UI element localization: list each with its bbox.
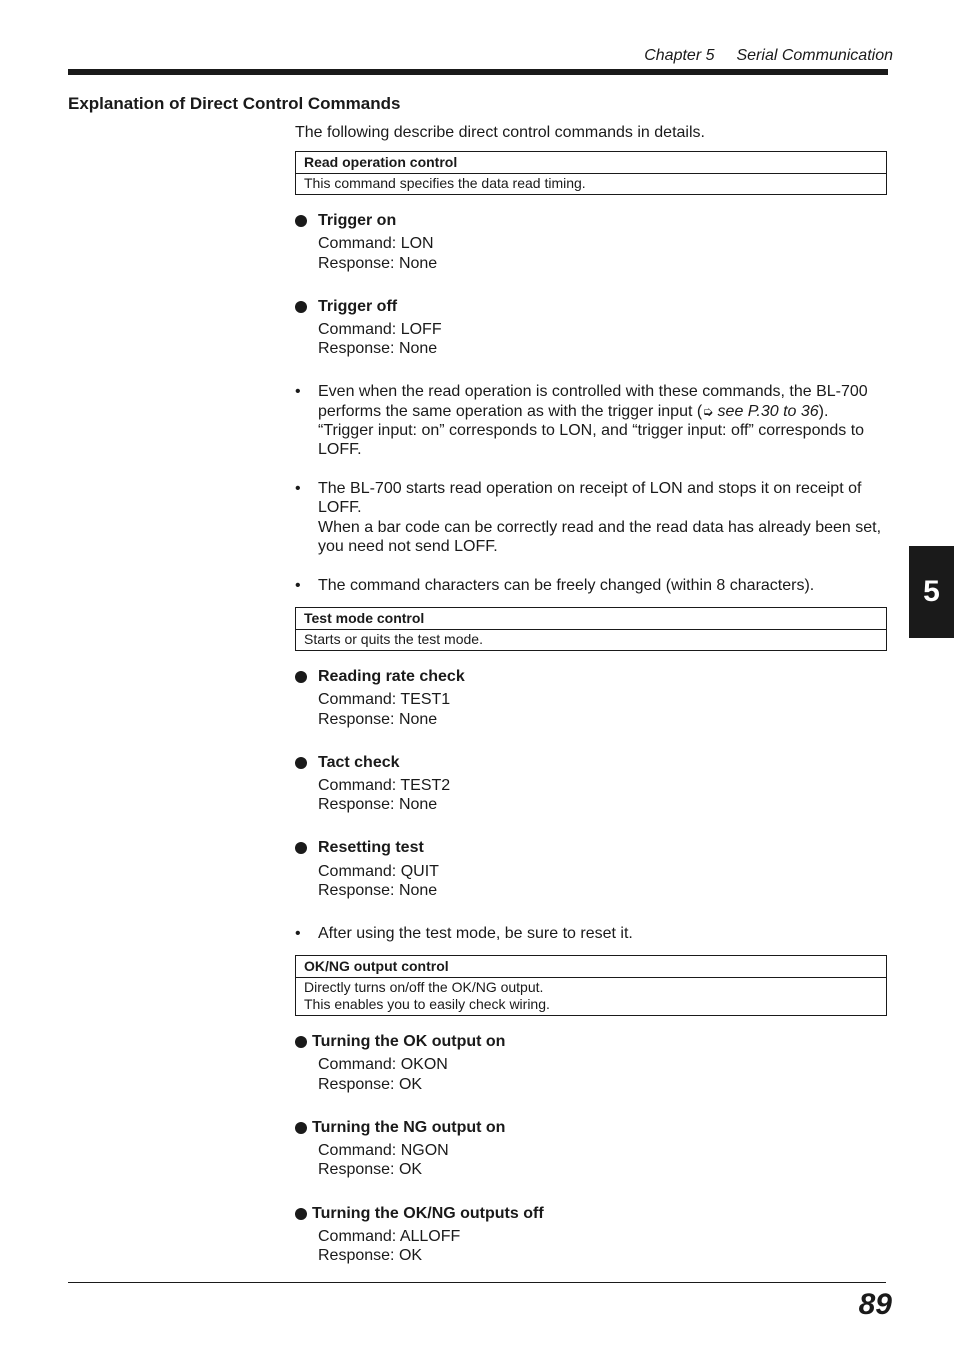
bullet-dot-icon [295,1208,307,1220]
item-response: Response: None [318,254,438,272]
item-title: Trigger off [318,297,398,315]
item-title: Trigger on [318,212,397,230]
item-command: Command: TEST1 [318,691,451,709]
section-title: Explanation of Direct Control Commands [68,94,401,113]
box-line: This enables you to easily check wiring. [304,996,550,1013]
bullet-dot-icon [295,1122,307,1134]
item-response: Response: None [318,796,438,814]
item-command: Command: OKON [318,1056,448,1074]
page-reference: see P.30 to 36 [713,402,819,420]
item-title: Reading rate check [318,668,465,686]
command-item-reading-rate [295,667,887,729]
command-item-trigger-on [295,211,887,273]
bullet-dot-icon [295,671,307,683]
command-item-all-off [295,1204,887,1266]
bullet-icon: • [295,383,301,401]
item-command: Command: QUIT [318,862,439,880]
note-text: ). [818,402,829,420]
bullet-dot-icon [295,757,307,769]
item-title: Turning the OK output on [312,1033,506,1051]
note-text: “Trigger input: on” corresponds to LON, and “trigger input: off” corresponds to LOFF. [318,421,865,459]
note-text: Even when the read operation is controlled with these commands, the BL-700 performs the same operation as with the trigger input ( [318,383,868,420]
bullet-dot-icon [295,215,307,227]
main-content [295,123,887,1289]
item-response: Response: None [318,710,438,728]
item-title: Turning the OK/NG outputs off [312,1204,544,1222]
box-line: Directly turns on/off the OK/NG output. [304,979,544,996]
item-command: Command: TEST2 [318,777,451,795]
note-text: When a bar code can be correctly read and the read data has already been set, you need not send LOFF. [318,518,882,555]
box-line: Starts or quits the test mode. [304,631,483,648]
test-mode-box [295,607,887,651]
item-command: Command: NGON [318,1142,449,1160]
header-title: Serial Communication [736,47,893,64]
chapter-tab: 5 [909,546,954,638]
command-item-tact-check [295,753,887,815]
footer-rule [68,1282,886,1283]
item-response: Response: OK [318,1161,423,1179]
box-body [296,174,886,194]
note-reset-test-mode [295,924,887,943]
header-rule [68,69,888,75]
item-command: Command: ALLOFF [318,1227,461,1245]
item-response: Response: None [318,881,438,899]
item-title: Turning the NG output on [312,1118,506,1136]
item-command: Command: LOFF [318,321,442,339]
command-item-ng-on [295,1118,887,1180]
page-number: 89 [858,1288,892,1321]
intro-text: The following describe direct control commands in details. [295,124,705,141]
note-text: After using the test mode, be sure to reset it. [318,925,633,943]
note-trigger-input [295,382,887,459]
note-command-characters [295,576,887,595]
item-command: Command: LON [318,235,434,253]
item-title: Resetting test [318,839,424,857]
box-body [296,630,886,650]
command-item-ok-on [295,1032,887,1094]
box-body [296,978,886,1015]
command-item-trigger-off [295,297,887,359]
note-text: The command characters can be freely changed (within 8 characters). [318,577,815,595]
note-lon-loff [295,479,887,556]
header-chapter: Chapter 5 [644,47,715,64]
read-operation-box [295,151,887,195]
reference-arrow-icon: ➭ [702,403,714,419]
box-title: OK/NG output control [296,956,886,978]
command-item-resetting-test [295,838,887,900]
okng-output-box [295,955,887,1016]
item-title: Tact check [318,753,400,771]
bullet-dot-icon [295,842,307,854]
bullet-icon: • [295,577,301,595]
bullet-icon: • [295,480,301,498]
item-response: Response: OK [318,1246,423,1264]
bullet-icon: • [295,925,301,943]
item-response: Response: None [318,340,438,358]
bullet-dot-icon [295,1036,307,1048]
note-text: The BL-700 starts read operation on receipt of LON and stops it on receipt of LOFF. [318,480,862,517]
box-title: Test mode control [296,608,886,630]
bullet-dot-icon [295,301,307,313]
item-response: Response: OK [318,1075,423,1093]
box-line: This command specifies the data read timing. [304,175,586,192]
running-header [644,47,893,65]
box-title: Read operation control [296,152,886,174]
